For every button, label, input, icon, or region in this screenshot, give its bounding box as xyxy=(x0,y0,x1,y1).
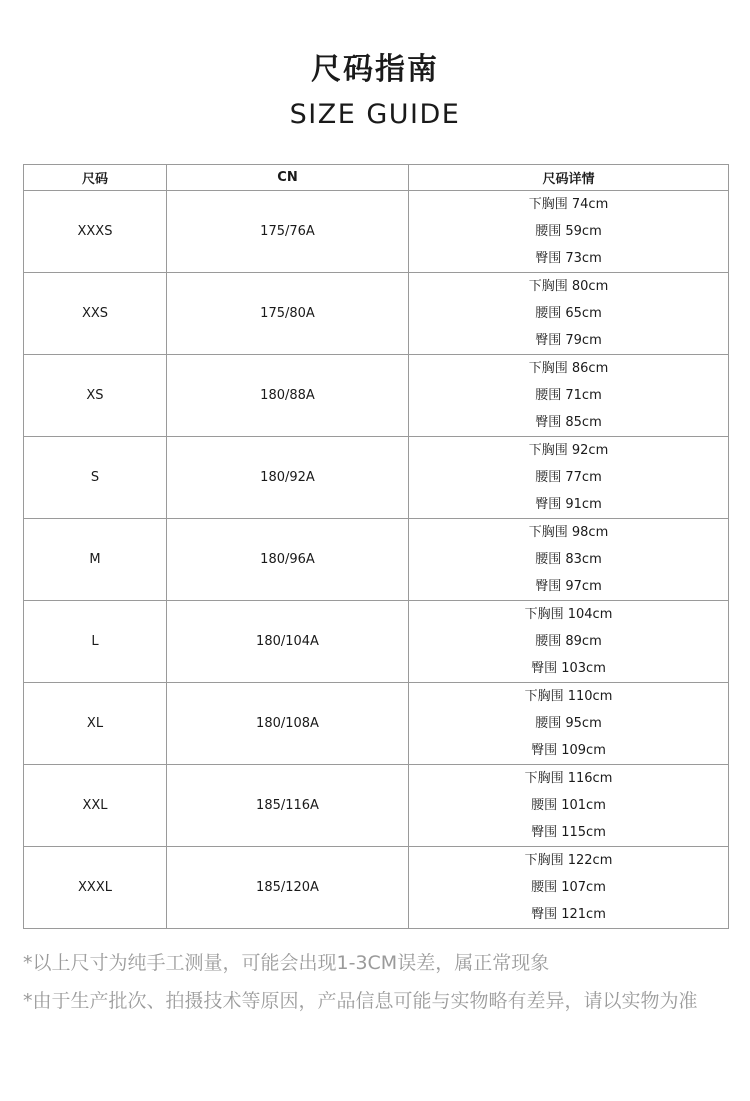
size-cell: XL xyxy=(24,683,167,765)
detail-bust: 下胸围 122cm xyxy=(524,853,613,868)
detail-hip: 臀围 91cm xyxy=(535,497,602,512)
size-cell: M xyxy=(24,519,167,601)
cn-cell: 175/80A xyxy=(167,273,409,355)
details-cell xyxy=(409,765,729,847)
detail-hip: 臀围 109cm xyxy=(531,743,606,758)
detail-bust: 下胸围 116cm xyxy=(524,771,613,786)
note-product-difference: *由于生产批次、拍摄技术等原因，产品信息可能与实物略有差异，请以实物为准 xyxy=(23,990,698,1012)
detail-waist: 腰围 95cm xyxy=(535,716,602,731)
size-cell: XXXL xyxy=(24,847,167,929)
detail-waist: 腰围 107cm xyxy=(531,880,606,895)
detail-bust: 下胸围 110cm xyxy=(524,689,613,704)
header-cn: CN xyxy=(167,165,409,191)
cn-cell: 185/120A xyxy=(167,847,409,929)
size-cell: XXXS xyxy=(24,191,167,273)
detail-hip: 臀围 121cm xyxy=(531,907,606,922)
cn-cell: 180/88A xyxy=(167,355,409,437)
detail-waist: 腰围 59cm xyxy=(535,224,602,239)
header-details: 尺码详情 xyxy=(409,165,729,191)
cn-cell: 175/76A xyxy=(167,191,409,273)
detail-hip: 臀围 85cm xyxy=(535,415,602,430)
table-row xyxy=(24,765,729,847)
cn-cell: 180/108A xyxy=(167,683,409,765)
page-subtitle: SIZE GUIDE xyxy=(289,99,461,130)
detail-hip: 臀围 103cm xyxy=(531,661,606,676)
detail-waist: 腰围 83cm xyxy=(535,552,602,567)
detail-waist: 腰围 89cm xyxy=(535,634,602,649)
size-cell: XS xyxy=(24,355,167,437)
detail-hip: 臀围 73cm xyxy=(535,251,602,266)
detail-hip: 臀围 97cm xyxy=(535,579,602,594)
details-cell xyxy=(409,847,729,929)
size-cell: XXS xyxy=(24,273,167,355)
cn-cell: 185/116A xyxy=(167,765,409,847)
notes-section xyxy=(23,944,723,1020)
detail-bust: 下胸围 104cm xyxy=(524,607,613,622)
table-row xyxy=(24,273,729,355)
size-cell: L xyxy=(24,601,167,683)
table-row xyxy=(24,601,729,683)
table-row xyxy=(24,683,729,765)
detail-bust: 下胸围 92cm xyxy=(528,443,609,458)
details-cell xyxy=(409,601,729,683)
detail-waist: 腰围 65cm xyxy=(535,306,602,321)
cn-cell: 180/92A xyxy=(167,437,409,519)
details-cell xyxy=(409,437,729,519)
cn-cell: 180/96A xyxy=(167,519,409,601)
detail-hip: 臀围 115cm xyxy=(531,825,606,840)
details-cell xyxy=(409,519,729,601)
detail-hip: 臀围 79cm xyxy=(535,333,602,348)
size-cell: S xyxy=(24,437,167,519)
page-title: 尺码指南 xyxy=(311,52,439,87)
detail-bust: 下胸围 86cm xyxy=(528,361,609,376)
detail-waist: 腰围 77cm xyxy=(535,470,602,485)
table-row xyxy=(24,437,729,519)
details-cell xyxy=(409,683,729,765)
detail-waist: 腰围 101cm xyxy=(531,798,606,813)
table-row xyxy=(24,191,729,273)
details-cell xyxy=(409,355,729,437)
table-header-row xyxy=(24,165,729,191)
header-size: 尺码 xyxy=(24,165,167,191)
detail-waist: 腰围 71cm xyxy=(535,388,602,403)
cn-cell: 180/104A xyxy=(167,601,409,683)
detail-bust: 下胸围 80cm xyxy=(528,279,609,294)
details-cell xyxy=(409,273,729,355)
table-row xyxy=(24,519,729,601)
details-cell xyxy=(409,191,729,273)
detail-bust: 下胸围 74cm xyxy=(528,197,609,212)
size-table xyxy=(23,164,729,929)
table-row xyxy=(24,355,729,437)
table-row xyxy=(24,847,729,929)
detail-bust: 下胸围 98cm xyxy=(528,525,609,540)
note-measurement-error: *以上尺寸为纯手工测量，可能会出现1-3CM误差，属正常现象 xyxy=(23,952,550,974)
size-cell: XXL xyxy=(24,765,167,847)
